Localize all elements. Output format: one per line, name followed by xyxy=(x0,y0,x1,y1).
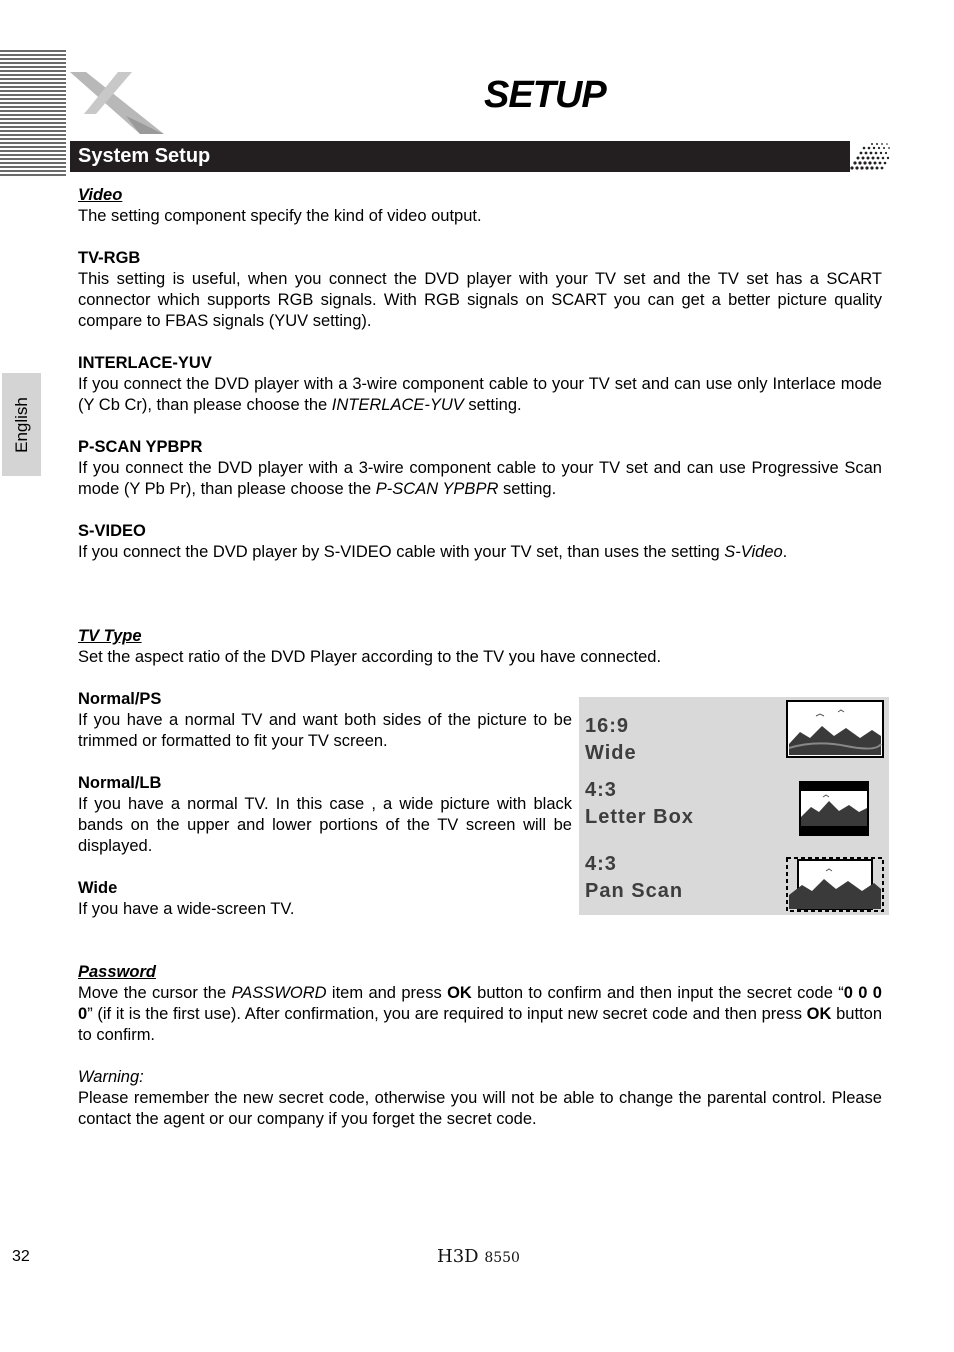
tv-type-intro: Set the aspect ratio of the DVD Player according to the TV you have connected. xyxy=(78,648,662,666)
p-scan-heading: P-SCAN YPBPR xyxy=(78,438,203,456)
header-stripes xyxy=(0,50,66,178)
interlace-yuv-text: If you connect the DVD player with a 3-wire component cable to your TV set and can use only Interlace mode (Y Cb Cr), than please choose the INTERLACE-YUV setting. xyxy=(78,375,882,414)
normal-lb-text: If you have a normal TV. In this case , a wide picture with black bands on the upper and lower portions of the TV screen will be displayed. xyxy=(78,795,572,855)
tv-rgb-heading: TV-RGB xyxy=(78,249,141,267)
p-scan-text: If you connect the DVD player with a 3-wire component cable to your TV set and can use Progressive Scan mode (Y Pb Pr), than please choose the P-SCAN YPBPR setting. xyxy=(78,459,882,498)
figure-label-wide: 16:9 Wide xyxy=(585,715,637,764)
letterbox-thumbnail xyxy=(799,781,869,836)
normal-ps-text: If you have a normal TV and want both sides of the picture to be trimmed or formatted to fit your TV screen. xyxy=(78,711,572,750)
normal-lb-heading: Normal/LB xyxy=(78,774,162,792)
s-video-heading: S-VIDEO xyxy=(78,522,146,540)
warning-text: Please remember the new secret code, otherwise you will not be able to change the parental control. Please contact the agent or our company if you forget the secret code. xyxy=(78,1089,882,1128)
panscan-thumbnail xyxy=(786,857,884,912)
wide-screen-thumbnail xyxy=(786,700,884,758)
tv-rgb-text: This setting is useful, when you connect the DVD player with your TV set and the TV set has a SCART connector which supports RGB signals. With RGB signals on SCART you can get a better picture quality compare to FBAS signals (YUV setting). xyxy=(78,270,882,330)
decorative-dots xyxy=(848,141,892,172)
tv-type-heading: TV Type xyxy=(78,627,142,645)
normal-ps-heading: Normal/PS xyxy=(78,690,162,708)
page-title: SETUP xyxy=(484,74,606,116)
password-text: Move the cursor the PASSWORD item and press OK button to confirm and then input the secret code “0 0 0 0” (if it is the first use). After confirmation, you are required to input new secret code and then press OK button to confirm. xyxy=(78,984,882,1044)
warning-label: Warning: xyxy=(78,1068,144,1086)
model-name: H3D 8550 xyxy=(437,1246,520,1267)
video-intro: The setting component specify the kind of video output. xyxy=(78,207,482,225)
wide-text: If you have a wide-screen TV. xyxy=(78,900,295,918)
page-number: 32 xyxy=(12,1248,30,1265)
interlace-yuv-heading: INTERLACE-YUV xyxy=(78,354,212,372)
section-header-bar xyxy=(70,141,850,172)
language-tab xyxy=(2,373,41,476)
main-content xyxy=(78,185,882,1130)
video-heading: Video xyxy=(78,186,123,204)
aspect-ratio-figure xyxy=(579,697,889,915)
section-title: System Setup xyxy=(78,145,211,167)
figure-label-panscan: 4:3 Pan Scan xyxy=(585,853,684,902)
brand-x-logo xyxy=(66,68,166,136)
s-video-text: If you connect the DVD player by S-VIDEO cable with your TV set, than uses the setting S-Video. xyxy=(78,543,788,561)
language-tab-label: English xyxy=(11,396,31,453)
figure-label-letterbox: 4:3 Letter Box xyxy=(585,779,694,828)
wide-heading: Wide xyxy=(78,879,118,897)
password-heading: Password xyxy=(78,963,156,981)
